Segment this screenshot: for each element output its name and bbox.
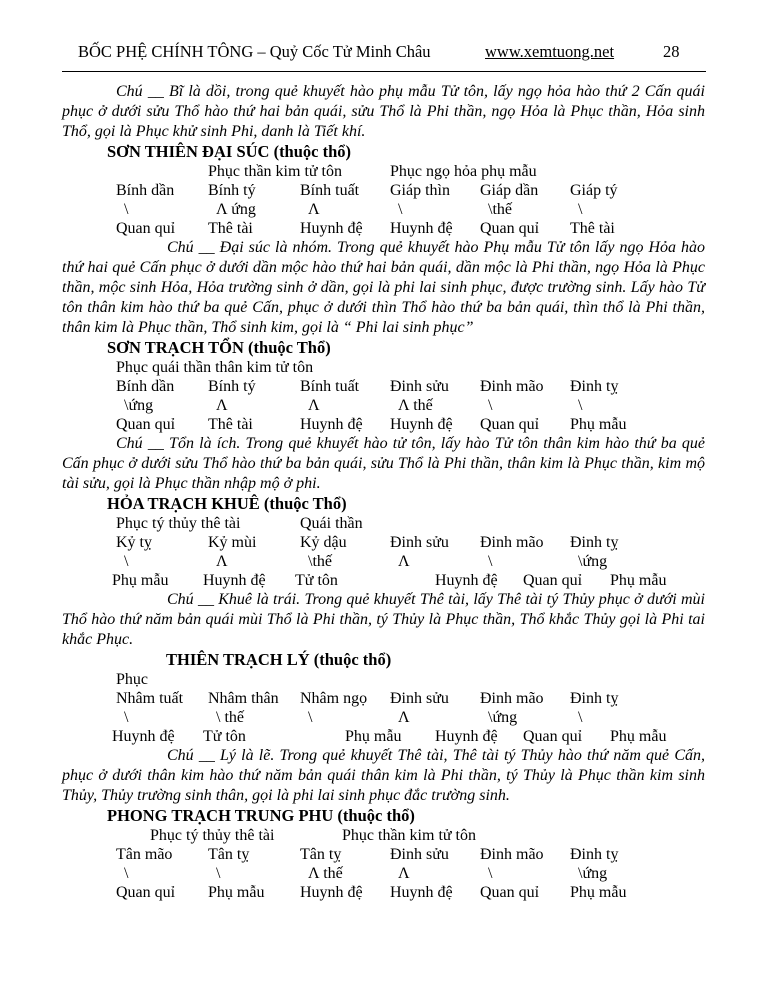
fushen-row — [62, 670, 705, 689]
hexagram-heading: PHONG TRẠCH TRUNG PHU (thuộc thổ) — [107, 806, 415, 825]
fushen-label: Phục quái thần thân kim tử tôn — [116, 359, 314, 376]
relation-row — [62, 571, 705, 590]
line-mark-cell: Λ — [398, 865, 410, 882]
relation-cell: Phụ mẫu — [570, 416, 627, 433]
line-mark-cell: \ — [488, 397, 493, 414]
line-mark-cell: \ứng — [488, 709, 518, 726]
line-mark-cell: \ — [488, 553, 493, 570]
fushen-row — [62, 514, 705, 533]
ganzhi-cell: Đinh tỵ — [570, 378, 619, 395]
ganzhi-row — [62, 689, 705, 708]
relation-row — [62, 883, 705, 902]
ganzhi-cell: Đinh mão — [480, 846, 544, 863]
fushen-label: Phục ngọ hỏa phụ mẫu — [390, 163, 537, 180]
relation-cell: Phụ mẫu — [208, 884, 265, 901]
line-mark-cell: Λ — [308, 201, 320, 218]
ganzhi-row — [62, 377, 705, 396]
line-mark-cell: \ — [578, 709, 583, 726]
fushen-row — [62, 358, 705, 377]
ganzhi-cell: Giáp thìn — [390, 182, 450, 199]
relation-cell: Quan quỉ — [480, 220, 540, 237]
relation-cell: Quan quỉ — [116, 884, 176, 901]
hexagram-heading: HỎA TRẠCH KHUÊ (thuộc Thổ) — [107, 494, 347, 513]
fushen-label: Phục thần kim tử tôn — [342, 827, 476, 844]
line-mark-cell: Λ thế — [398, 397, 433, 414]
line-mark-cell: \ — [578, 201, 583, 218]
line-mark-cell: \ — [578, 397, 583, 414]
line-mark-cell: \thế — [488, 201, 512, 218]
hexagram-heading: SƠN THIÊN ĐẠI SÚC (thuộc thổ) — [107, 142, 352, 161]
relation-cell: Phụ mẫu — [570, 884, 627, 901]
note-paragraph: Chú __ Tổn là ích. Trong quẻ khuyết hào tử tôn, lấy hào Tử tôn thân kim hào thứ ba quẻ Cấn phục ở dưới sửu Thổ hào thứ ba bản quái, sửu Thổ là Phi thần, thân kim là Phục thần, kim mộ tài sửu, gọi là Phục thần nhập mộ ở phi. — [62, 435, 705, 492]
note-paragraph: Chú __ Lý là lẽ. Trong quẻ khuyết Thê tài, Thê tài tý Thủy hào thứ năm quẻ Cấn, phục ở dưới thân kim hào thứ năm bản quái thân kim là Phi thần, tý Thủy là Phục thần kim sinh Thủy, Thủy trường sinh thân, gọi là phi lai sinh phục đắc trường sinh. — [62, 747, 705, 804]
relation-row — [62, 219, 705, 238]
relation-cell: Huynh đệ — [390, 220, 453, 237]
ganzhi-cell: Nhâm tuất — [116, 690, 184, 707]
ganzhi-cell: Bính tý — [208, 182, 256, 199]
ganzhi-cell: Bính tuất — [300, 182, 360, 199]
ganzhi-cell: Kỷ dậu — [300, 534, 347, 551]
relation-cell: Huynh đệ — [300, 884, 363, 901]
ganzhi-cell: Nhâm ngọ — [300, 690, 368, 707]
ganzhi-cell: Đinh tỵ — [570, 846, 619, 863]
document-header-title: BỐC PHỆ CHÍNH TÔNG – Quỷ Cốc Tử Minh Châu — [78, 42, 431, 61]
line-mark-cell: \ — [124, 553, 129, 570]
line-mark-cell: \ — [124, 865, 129, 882]
relation-cell: Tử tôn — [295, 572, 338, 589]
header-website-link[interactable]: www.xemtuong.net — [485, 42, 615, 61]
ganzhi-cell: Đinh sửu — [390, 534, 449, 551]
relation-cell: Huynh đệ — [435, 728, 498, 745]
line-mark-cell: Λ — [398, 553, 410, 570]
document-flow — [62, 82, 705, 902]
relation-cell: Phụ mẫu — [610, 728, 667, 745]
line-mark-cell: \ứng — [578, 553, 608, 570]
relation-cell: Quan quỉ — [116, 416, 176, 433]
fushen-label: Phục thần kim tử tôn — [208, 163, 342, 180]
relation-cell: Huynh đệ — [300, 220, 363, 237]
line-mark-cell: Λ — [308, 397, 320, 414]
fushen-label: Phục tý thủy thê tài — [150, 827, 275, 844]
hexagram-heading: SƠN TRẠCH TỔN (thuộc Thổ) — [107, 338, 331, 357]
fushen-label: Phục tý thủy thê tài — [116, 515, 241, 532]
line-mark-row — [62, 552, 705, 571]
hexagram-heading: THIÊN TRẠCH LÝ (thuộc thổ) — [166, 650, 392, 669]
ganzhi-cell: Bính dần — [116, 378, 175, 395]
note-paragraph: Chú __ Đại súc là nhóm. Trong quẻ khuyết hào Phụ mẫu Tử tôn lấy ngọ Hỏa hào thứ hai quẻ Cấn phục ở dưới dần mộc hào thứ hai bản quái, dần mộc là Phi thần, ngọ Hỏa là Phục thần, mộc sinh Hỏa, Hỏa trường sinh ở dần, gọi là phi lai sinh phục, được trường sinh. Lấy hào Tử tôn thân kim hào thứ ba quẻ Cấn, phục ở dưới thìn Thổ hào thứ ba bản quái, thìn thổ là Phi thần, thân kim là Phục thần, Thổ sinh kim, gọi là “ Phi lai sinh phục” — [62, 239, 705, 336]
relation-cell: Quan quỉ — [523, 572, 583, 589]
ganzhi-cell: Đinh sửu — [390, 690, 449, 707]
line-mark-row — [62, 864, 705, 883]
ganzhi-cell: Đinh mão — [480, 690, 544, 707]
line-mark-cell: Λ thế — [308, 865, 343, 882]
line-mark-cell: \ — [216, 865, 221, 882]
fushen-label: Quái thần — [300, 515, 363, 532]
relation-cell: Phụ mẫu — [345, 728, 402, 745]
ganzhi-cell: Tân tỵ — [208, 846, 250, 863]
relation-cell: Quan quỉ — [480, 416, 540, 433]
relation-cell: Thê tài — [570, 220, 615, 237]
relation-cell: Huynh đệ — [390, 416, 453, 433]
line-mark-cell: \ thế — [216, 709, 244, 726]
relation-cell: Tử tôn — [203, 728, 246, 745]
ganzhi-cell: Tân mão — [116, 846, 173, 863]
ganzhi-cell: Kỷ tỵ — [116, 534, 152, 551]
relation-cell: Thê tài — [208, 220, 253, 237]
fushen-row — [62, 826, 705, 845]
ganzhi-cell: Giáp tý — [570, 182, 618, 199]
ganzhi-cell: Giáp dần — [480, 182, 539, 199]
page-number: 28 — [663, 42, 680, 61]
relation-cell: Huynh đệ — [435, 572, 498, 589]
note-paragraph: Chú __ Bĩ là dồi, trong quẻ khuyết hào phụ mẫu Tử tôn, lấy ngọ hỏa hào thứ 2 Cấn quái phục ở dưới sửu Thổ hào thứ hai bản quái, sửu Thổ là Phi thần, ngọ Hỏa là Phục thần, Hỏa sinh Thổ, gọi là Phục khử sinh Phi, danh là Tiết khí. — [62, 83, 705, 140]
line-mark-cell: \ — [398, 201, 403, 218]
ganzhi-cell: Kỷ mùi — [208, 534, 257, 551]
line-mark-cell: Λ — [216, 553, 228, 570]
line-mark-row — [62, 396, 705, 415]
ganzhi-cell: Đinh sửu — [390, 378, 449, 395]
fushen-label: Phục — [116, 671, 148, 688]
ganzhi-row — [62, 181, 705, 200]
line-mark-cell: \ứng — [578, 865, 608, 882]
relation-cell: Phụ mẫu — [610, 572, 667, 589]
line-mark-cell: Λ ứng — [216, 201, 256, 218]
ganzhi-cell: Đinh tỵ — [570, 534, 619, 551]
relation-cell: Phụ mẫu — [112, 572, 169, 589]
ganzhi-row — [62, 845, 705, 864]
ganzhi-cell: Bính tuất — [300, 378, 360, 395]
relation-cell: Thê tài — [208, 416, 253, 433]
relation-cell: Huynh đệ — [112, 728, 175, 745]
ganzhi-cell: Đinh mão — [480, 534, 544, 551]
relation-cell: Huynh đệ — [203, 572, 266, 589]
fushen-row — [62, 162, 705, 181]
ganzhi-row — [62, 533, 705, 552]
relation-cell: Quan quỉ — [116, 220, 176, 237]
line-mark-cell: \ứng — [124, 397, 154, 414]
ganzhi-cell: Bính tý — [208, 378, 256, 395]
relation-row — [62, 415, 705, 434]
line-mark-cell: \ — [124, 201, 129, 218]
ganzhi-cell: Nhâm thân — [208, 690, 279, 707]
ganzhi-cell: Đinh tỵ — [570, 690, 619, 707]
ganzhi-cell: Tân tỵ — [300, 846, 342, 863]
ganzhi-cell: Bính dần — [116, 182, 175, 199]
relation-row — [62, 727, 705, 746]
note-paragraph: Chú __ Khuê là trái. Trong quẻ khuyết Thê tài, lấy Thê tài tý Thủy phục ở dưới mùi Thổ hào thứ năm bản quái mùi Thổ là Phi thần, tý Thủy là Phục thần, Thổ khắc Thủy gọi là Phi tai khắc Phục. — [62, 591, 705, 648]
line-mark-cell: \ — [308, 709, 313, 726]
line-mark-cell: \thế — [308, 553, 332, 570]
line-mark-cell: \ — [124, 709, 129, 726]
relation-cell: Huynh đệ — [300, 416, 363, 433]
line-mark-row — [62, 200, 705, 219]
line-mark-cell: Λ — [216, 397, 228, 414]
line-mark-cell: Λ — [398, 709, 410, 726]
header-divider — [62, 71, 706, 72]
relation-cell: Quan quỉ — [480, 884, 540, 901]
ganzhi-cell: Đinh mão — [480, 378, 544, 395]
line-mark-cell: \ — [488, 865, 493, 882]
relation-cell: Quan quỉ — [523, 728, 583, 745]
line-mark-row — [62, 708, 705, 727]
relation-cell: Huynh đệ — [390, 884, 453, 901]
ganzhi-cell: Đinh sửu — [390, 846, 449, 863]
